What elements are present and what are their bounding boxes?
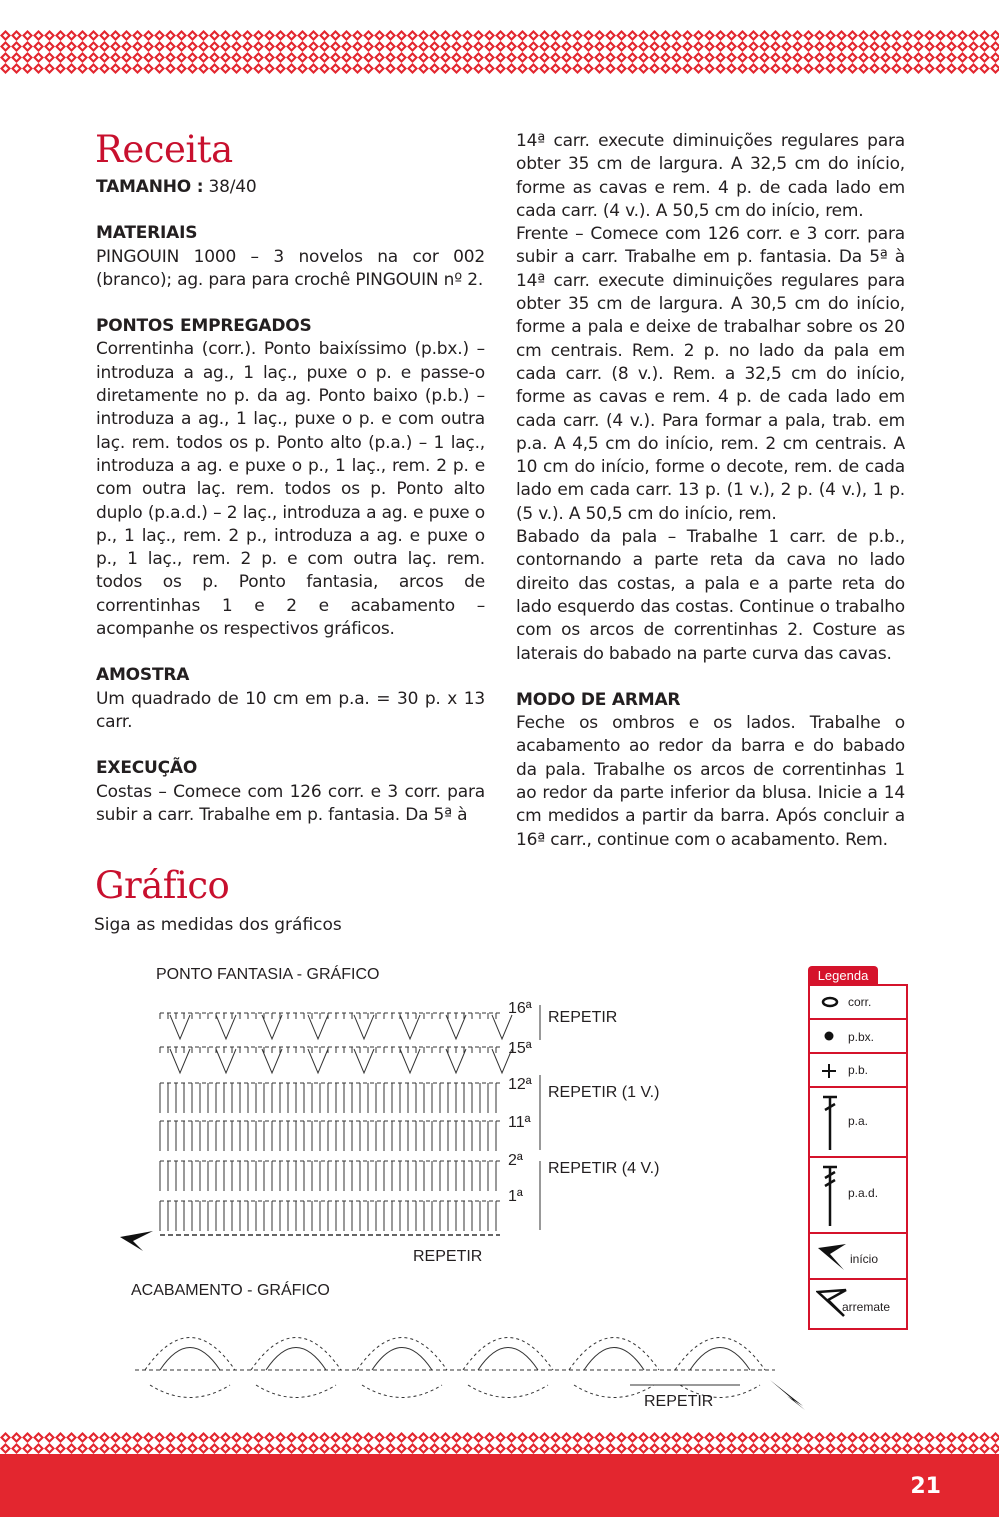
finish-inner-arc (372, 1348, 432, 1371)
legend-label-pad: p.a.d. (848, 1186, 879, 1200)
v-stitch-group (170, 1049, 190, 1073)
legend-item-pbx (810, 1020, 906, 1054)
finish-lower-arc (574, 1385, 654, 1398)
stitches-heading: PONTOS EMPREGADOS (96, 316, 312, 337)
row-label-15: 15ª (508, 1040, 532, 1057)
v-stitch-group (216, 1015, 236, 1039)
chart-section-title: Gráfico (95, 864, 230, 907)
dot-icon (822, 1029, 836, 1043)
v-stitch-group (354, 1049, 374, 1073)
finish-arc (463, 1338, 553, 1371)
sample-text: Um quadrado de 10 cm em p.a. = 30 p. x 13 carr. (96, 688, 485, 732)
legend-label-pbx: p.bx. (848, 1030, 875, 1044)
chart-section-subtitle: Siga as medidas dos gráficos (94, 915, 342, 935)
bottom-border-pattern (0, 1432, 999, 1454)
chain-oval-icon (820, 995, 842, 1009)
assembly-heading: MODO DE ARMAR (516, 689, 681, 710)
plus-icon (820, 1062, 838, 1080)
legend-item-start (810, 1234, 906, 1280)
repeat-label-lower: REPETIR (4 V.) (548, 1160, 660, 1177)
treble-stitch-icon (820, 1094, 840, 1154)
recipe-title: Receita (95, 128, 233, 171)
finish-arc (251, 1338, 341, 1371)
finish-inner-arc (584, 1348, 644, 1371)
legend-label-start: início (850, 1252, 879, 1266)
finish-arc (675, 1338, 765, 1371)
legend-item-pad (810, 1158, 906, 1234)
row-label-16: 16ª (508, 1000, 532, 1017)
left-column (96, 176, 485, 827)
size-line (96, 176, 485, 199)
legend-label-pa: p.a. (848, 1114, 869, 1128)
legend-item-pa (810, 1088, 906, 1158)
double-treble-stitch-icon (820, 1164, 840, 1230)
execution-text: Costas – Comece com 126 corr. e 3 corr. para subir a carr. Trabalhe em p. fantasia. Da 5ª à (96, 781, 485, 825)
row-label-1: 1ª (508, 1188, 523, 1205)
page-number: 21 (910, 1474, 941, 1499)
finish-lower-arc (468, 1385, 548, 1398)
finish-arc (569, 1338, 659, 1371)
finish-inner-arc (690, 1348, 750, 1371)
materials-heading: MATERIAIS (96, 223, 198, 244)
legend-label-pb: p.b. (848, 1063, 869, 1077)
execution-heading: EXECUÇÃO (96, 758, 198, 779)
finish-arrow (770, 1380, 805, 1410)
finish-lower-arc (362, 1385, 442, 1398)
materials-text: PINGOUIN 1000 – 3 novelos na cor 002 (branco); ag. para para crochê PINGOUIN nº 2. (96, 246, 485, 290)
finish-inner-arc (266, 1348, 326, 1371)
v-stitch-group (400, 1049, 420, 1073)
legend-title: Legenda (808, 966, 878, 985)
finish-lower-arc (150, 1385, 230, 1398)
right-col-text-1: 14ª carr. execute diminuições regulares para obter 35 cm de largura. A 32,5 cm do início, forme as cavas e rem. 4 p. de cada lado em cada carr. (4 v.). A 50,5 cm do início, rem. (516, 131, 905, 221)
fantasia-stitch-diagram (115, 995, 545, 1275)
v-stitch-group (308, 1049, 328, 1073)
legend-item-end (810, 1280, 906, 1326)
fantasia-chart-title: PONTO FANTASIA - GRÁFICO (156, 966, 380, 983)
v-stitch-group (308, 1015, 328, 1039)
top-border-pattern (0, 30, 999, 74)
finish-lower-arc (256, 1385, 336, 1398)
finish-inner-arc (160, 1348, 220, 1371)
v-stitch-group (400, 1015, 420, 1039)
stitches-text: Correntinha (corr.). Ponto baixíssimo (p.bx.) – introduza a ag., 1 laç., puxe o p. e passe-o diretamente no p. da ag. Ponto baixo (p.b.) – introduza a ag., 1 laç., puxe o p. e com outra laç. rem. todos os p. Ponto alto (p.a.) – 1 laç., introduza a ag. e puxe o p., 1 laç., rem. 2 p. e com outra laç. rem. todos os p. Ponto alto duplo (p.a.d.) – 2 laç., introduza a ag. e puxe o p., 1 laç., rem. 2 p., introduza a ag. e puxe o p., 1 laç., rem. 2 p. e com outra laç. rem. todos os p. Ponto fantasia, arcos de correntinhas 1 e 2 e acabamento – acompanhe os respectivos gráficos. (96, 339, 485, 640)
assembly-text: Feche os ombros e os lados. Trabalhe o acabamento ao redor da barra e do babado da pala. Trabalhe os arcos de correntinhas 1 ao redor da parte inferior da blusa. Inicie a 14 cm medidos a partir da barra. Após concluir a 16ª carr., continue com o acabamento. Rem. (516, 713, 905, 850)
v-stitch-group (354, 1015, 374, 1039)
right-col-text-3: Babado da pala – Trabalhe 1 carr. de p.b., contornando a parte reta da cava no lado direito das costas, a pala e a parte reta do lado esquerdo das costas. Continue o trabalho com os arcos de correntinhas 2. Costure as laterais do babado na parte curva das cavas. (516, 527, 905, 664)
size-value: 38/40 (203, 177, 257, 197)
finish-arc (357, 1338, 447, 1371)
repeat-label-top: REPETIR (548, 1009, 618, 1026)
footer-band (0, 1454, 999, 1517)
repeat-label-middle: REPETIR (1 V.) (548, 1084, 660, 1101)
sample-heading: AMOSTRA (96, 665, 190, 686)
row-label-2: 2ª (508, 1152, 523, 1169)
legend-box (808, 984, 908, 1330)
legend-item-pb (810, 1054, 906, 1088)
right-column (516, 130, 905, 852)
right-col-text-2: Frente – Comece com 126 corr. e 3 corr. para subir a carr. Trabalhe em p. fantasia. Da 5ª à 14ª carr. execute diminuições regulares para obter 35 cm de largura. A 30,5 cm do início, forme a pala e deixe de trabalhar sobre os 20 cm centrais. Rem. 2 p. no lado da pala em cada carr. (8 v.). Rem. a 32,5 cm do início, forme as cavas e rem. 4 p. de cada lado em cada carr. (4 v.). Para formar a pala, trab. em p.a. A 4,5 cm do início, rem. 2 cm centrais. A 10 cm do início, forme o decote, rem. de cada lado em cada carr. 13 p. (1 v.), 2 p. (4 v.), 1 p. (5 v.). A 50,5 cm do início, rem. (516, 224, 905, 524)
legend-label-corr: corr. (848, 995, 872, 1009)
size-label: TAMANHO : (96, 177, 204, 197)
finish-repeat-label: REPETIR (644, 1393, 714, 1410)
legend-label-end: arremate (842, 1300, 891, 1314)
start-arrow-icon (816, 1240, 850, 1274)
row-label-11: 11ª (508, 1114, 531, 1131)
v-stitch-group (216, 1049, 236, 1073)
start-arrow (120, 1231, 153, 1251)
finish-chart-title: ACABAMENTO - GRÁFICO (131, 1282, 330, 1299)
legend-item-corr (810, 986, 906, 1020)
v-stitch-group (492, 1015, 512, 1039)
v-stitch-group (170, 1015, 190, 1039)
repeat-label-bottom: REPETIR (413, 1248, 483, 1265)
finish-inner-arc (478, 1348, 538, 1371)
row-label-12: 12ª (508, 1076, 532, 1093)
finish-arc (145, 1338, 235, 1371)
